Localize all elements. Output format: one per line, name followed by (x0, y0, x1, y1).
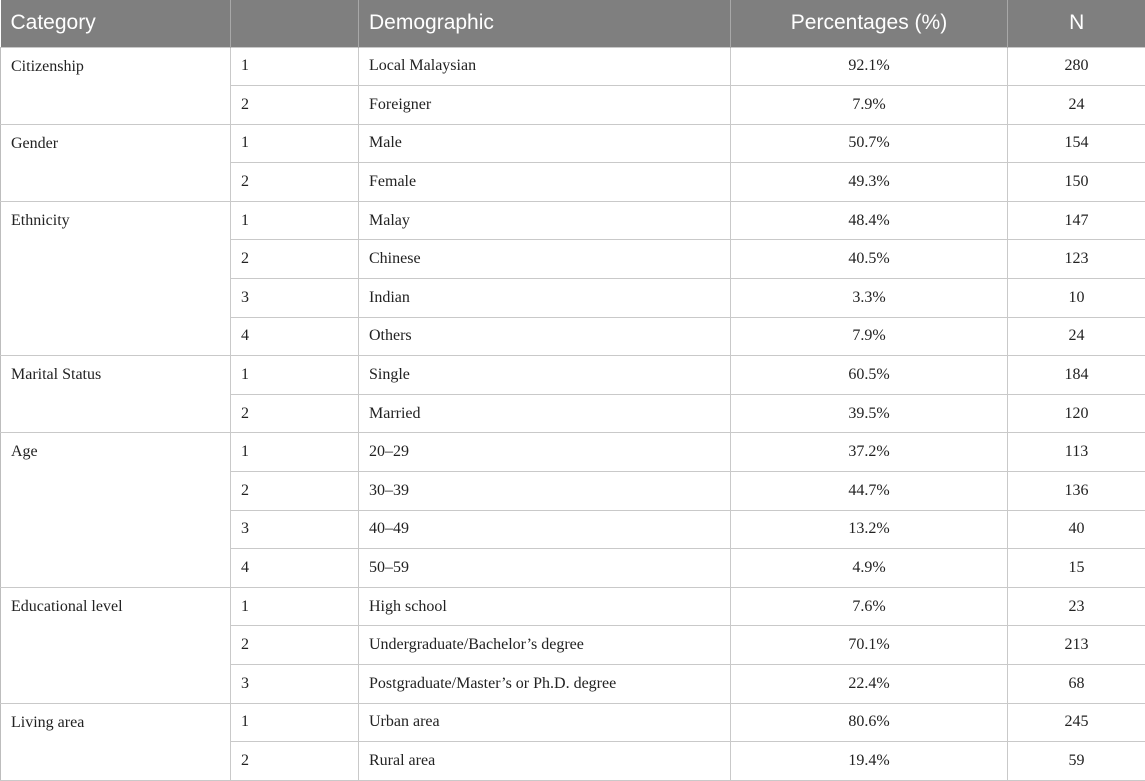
code-cell: 2 (231, 472, 359, 511)
code-cell: 2 (231, 163, 359, 202)
percentage-cell: 60.5% (731, 356, 1008, 395)
code-cell: 4 (231, 317, 359, 356)
demographic-cell: Undergraduate/Bachelor’s degree (359, 626, 731, 665)
demographic-cell: Postgraduate/Master’s or Ph.D. degree (359, 665, 731, 704)
demographic-cell: Single (359, 356, 731, 395)
code-cell: 2 (231, 86, 359, 125)
code-cell: 1 (231, 703, 359, 742)
code-cell: 2 (231, 626, 359, 665)
percentage-cell: 13.2% (731, 510, 1008, 549)
count-cell: 120 (1008, 394, 1145, 433)
demographic-cell: 50–59 (359, 549, 731, 588)
code-cell: 3 (231, 279, 359, 318)
demographic-cell: Malay (359, 201, 731, 240)
header-percentages: Percentages (%) (731, 0, 1008, 47)
percentage-cell: 44.7% (731, 472, 1008, 511)
count-cell: 150 (1008, 163, 1145, 202)
code-cell: 3 (231, 510, 359, 549)
percentage-cell: 4.9% (731, 549, 1008, 588)
count-cell: 147 (1008, 201, 1145, 240)
count-cell: 123 (1008, 240, 1145, 279)
percentage-cell: 22.4% (731, 665, 1008, 704)
count-cell: 15 (1008, 549, 1145, 588)
category-cell: Living area (1, 703, 231, 780)
category-cell: Age (1, 433, 231, 587)
demographic-cell: 40–49 (359, 510, 731, 549)
demographic-cell: 30–39 (359, 472, 731, 511)
code-cell: 1 (231, 433, 359, 472)
percentage-cell: 39.5% (731, 394, 1008, 433)
category-cell: Ethnicity (1, 201, 231, 355)
demographic-cell: Local Malaysian (359, 47, 731, 86)
percentage-cell: 48.4% (731, 201, 1008, 240)
percentage-cell: 37.2% (731, 433, 1008, 472)
table-row (1, 587, 1145, 626)
demographic-cell: Male (359, 124, 731, 163)
category-cell: Marital Status (1, 356, 231, 433)
table-header (1, 0, 1145, 47)
count-cell: 280 (1008, 47, 1145, 86)
category-cell: Gender (1, 124, 231, 201)
count-cell: 23 (1008, 587, 1145, 626)
table-row (1, 47, 1145, 86)
code-cell: 4 (231, 549, 359, 588)
code-cell: 2 (231, 742, 359, 781)
table-row (1, 356, 1145, 395)
percentage-cell: 19.4% (731, 742, 1008, 781)
percentage-cell: 70.1% (731, 626, 1008, 665)
count-cell: 10 (1008, 279, 1145, 318)
code-cell: 1 (231, 201, 359, 240)
code-cell: 1 (231, 356, 359, 395)
table-row (1, 703, 1145, 742)
table-row (1, 433, 1145, 472)
count-cell: 213 (1008, 626, 1145, 665)
demographic-cell: High school (359, 587, 731, 626)
demographic-cell: Married (359, 394, 731, 433)
header-category: Category (1, 0, 231, 47)
percentage-cell: 7.9% (731, 86, 1008, 125)
code-cell: 1 (231, 124, 359, 163)
count-cell: 245 (1008, 703, 1145, 742)
percentage-cell: 92.1% (731, 47, 1008, 86)
demographic-cell: Foreigner (359, 86, 731, 125)
demographic-cell: Indian (359, 279, 731, 318)
count-cell: 59 (1008, 742, 1145, 781)
percentage-cell: 50.7% (731, 124, 1008, 163)
count-cell: 184 (1008, 356, 1145, 395)
table-row (1, 124, 1145, 163)
count-cell: 136 (1008, 472, 1145, 511)
code-cell: 1 (231, 47, 359, 86)
demographic-cell: Chinese (359, 240, 731, 279)
demographic-cell: Others (359, 317, 731, 356)
header-code (231, 0, 359, 47)
percentage-cell: 3.3% (731, 279, 1008, 318)
table-row (1, 201, 1145, 240)
table-body (1, 47, 1145, 780)
header-n: N (1008, 0, 1145, 47)
code-cell: 2 (231, 240, 359, 279)
percentage-cell: 40.5% (731, 240, 1008, 279)
header-demographic: Demographic (359, 0, 731, 47)
code-cell: 2 (231, 394, 359, 433)
demographic-cell: Rural area (359, 742, 731, 781)
count-cell: 24 (1008, 86, 1145, 125)
code-cell: 3 (231, 665, 359, 704)
percentage-cell: 7.9% (731, 317, 1008, 356)
category-cell: Educational level (1, 587, 231, 703)
demographic-cell: Urban area (359, 703, 731, 742)
category-cell: Citizenship (1, 47, 231, 124)
count-cell: 24 (1008, 317, 1145, 356)
demographic-cell: 20–29 (359, 433, 731, 472)
percentage-cell: 80.6% (731, 703, 1008, 742)
demographic-cell: Female (359, 163, 731, 202)
count-cell: 154 (1008, 124, 1145, 163)
count-cell: 40 (1008, 510, 1145, 549)
percentage-cell: 49.3% (731, 163, 1008, 202)
percentage-cell: 7.6% (731, 587, 1008, 626)
code-cell: 1 (231, 587, 359, 626)
header-row (1, 0, 1145, 47)
count-cell: 68 (1008, 665, 1145, 704)
count-cell: 113 (1008, 433, 1145, 472)
